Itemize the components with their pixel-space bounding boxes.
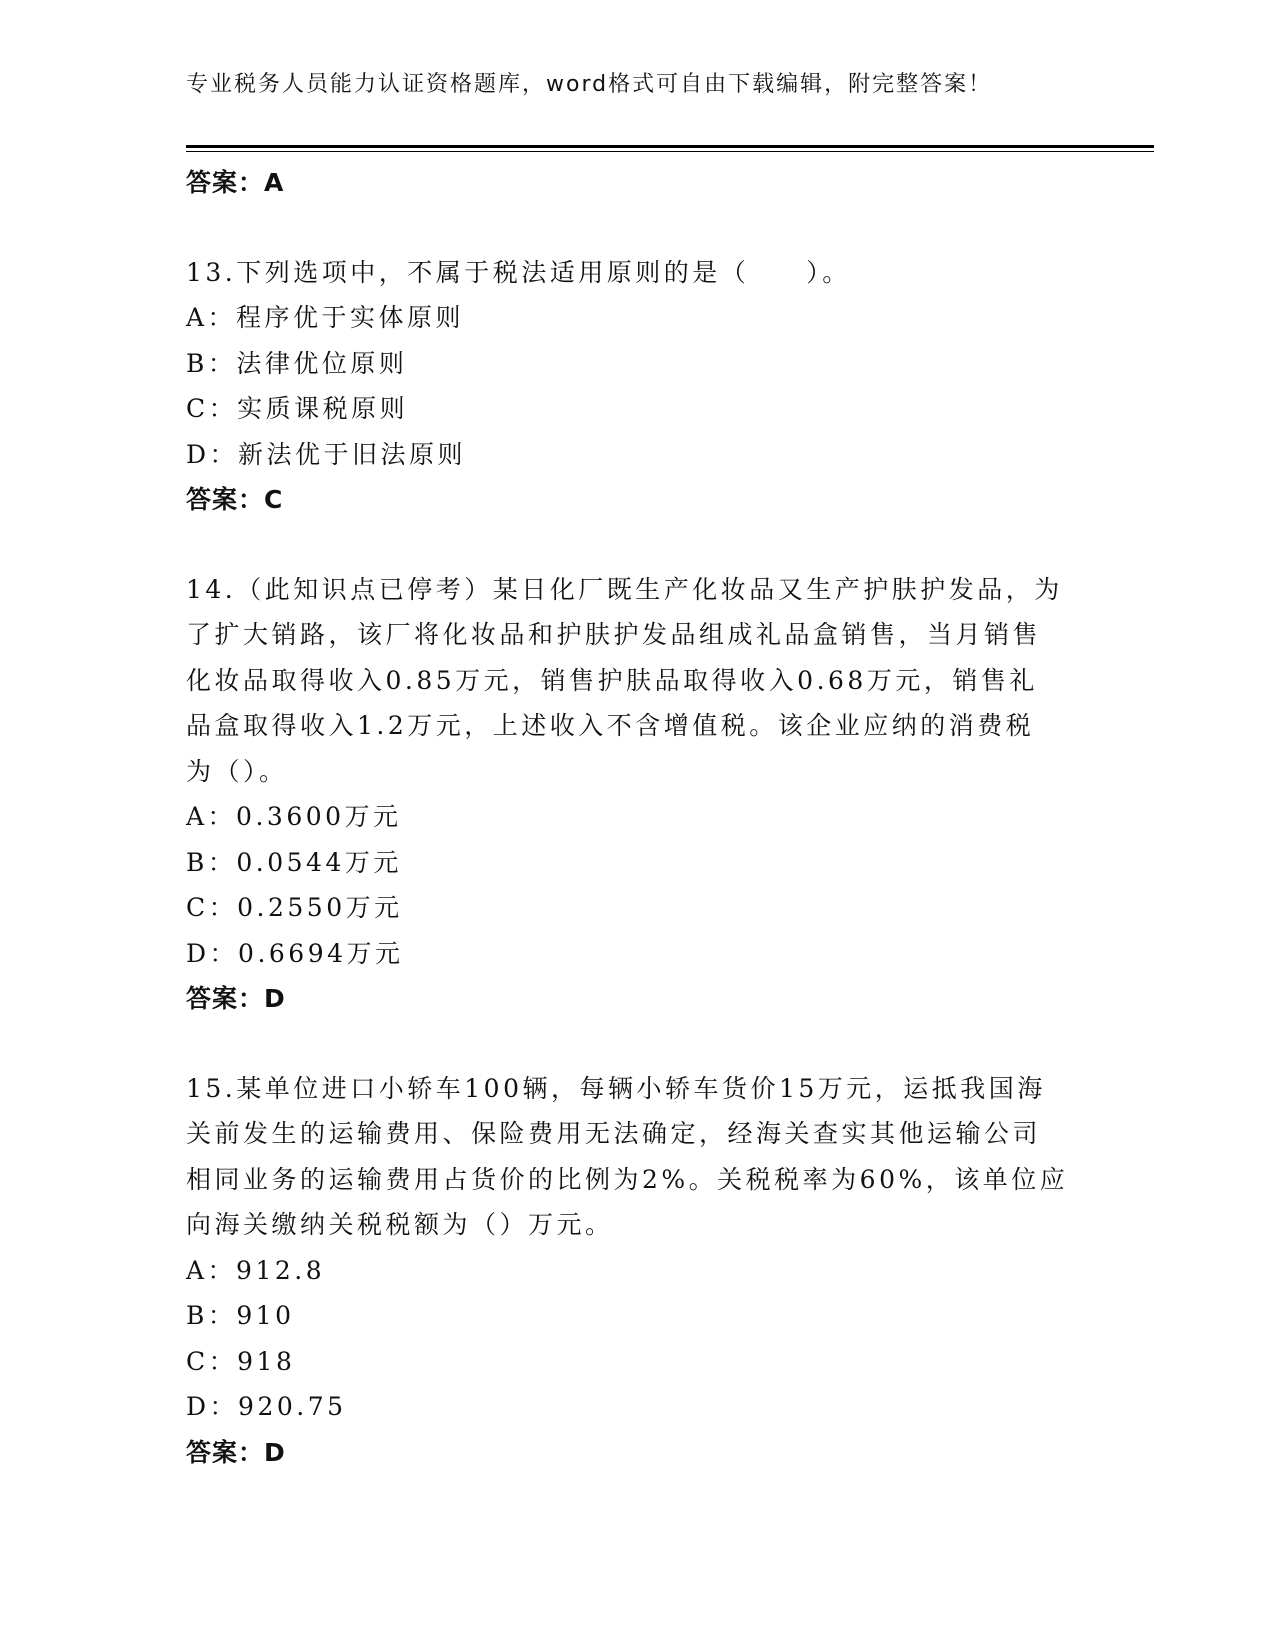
option-a: A：程序优于实体原则 — [186, 303, 465, 332]
answer-line: 答案：D — [186, 984, 286, 1013]
option-c: C：实质课税原则 — [186, 394, 409, 423]
spacer — [186, 523, 1066, 567]
page-header: 专业税务人员能力认证资格题库，word格式可自由下载编辑，附完整答案！ — [186, 72, 993, 97]
option-d: D：920.75 — [186, 1392, 347, 1421]
option-b: B：0.0544万元 — [186, 847, 402, 877]
option-d: D：新法优于旧法原则 — [186, 439, 467, 469]
option-c: C：0.2550万元 — [186, 893, 403, 922]
question-stem: 13.下列选项中，不属于税法适用原则的是（ ）。 — [186, 257, 851, 287]
spacer — [186, 206, 1066, 250]
question-block — [186, 567, 1066, 1022]
question-stem-line: 关前发生的运输费用、保险费用无法确定，经海关查实其他运输公司 — [186, 1119, 1042, 1148]
answer-line: 答案：C — [186, 485, 284, 514]
option-d: D：0.6694万元 — [186, 938, 404, 968]
option-c: C：918 — [186, 1346, 296, 1376]
question-block — [186, 1066, 1069, 1476]
question-stem-line: 相同业务的运输费用占货价的比例为2%。关税税率为60%，该单位应 — [186, 1164, 1069, 1194]
question-block — [186, 250, 1066, 523]
answer-line: 答案：A — [186, 168, 285, 197]
header-rule-thin — [186, 151, 1154, 152]
question-stem-line: 品盒取得收入1.2万元，上述收入不含增值税。该企业应纳的消费税 — [186, 711, 1035, 740]
option-a: A：912.8 — [186, 1255, 326, 1285]
question-content — [186, 160, 1069, 1475]
question-stem-line: 化妆品取得收入0.85万元，销售护肤品取得收入0.68万元，销售礼 — [186, 665, 1038, 695]
option-b: B：910 — [186, 1301, 295, 1330]
question-stem-line: 15.某单位进口小轿车100辆，每辆小轿车货价15万元，运抵我国海 — [186, 1073, 1046, 1103]
question-stem-line: 14.（此知识点已停考）某日化厂既生产化妆品又生产护肤护发品，为 — [186, 574, 1063, 604]
question-stem-line: 为（）。 — [186, 756, 288, 786]
answer-line: 答案：D — [186, 1437, 286, 1467]
header-rule-thick — [186, 145, 1154, 148]
option-a: A：0.3600万元 — [186, 802, 402, 831]
question-stem-line: 向海关缴纳关税税额为（）万元。 — [186, 1210, 614, 1239]
spacer — [186, 1022, 1066, 1066]
option-b: B：法律优位原则 — [186, 348, 408, 378]
question-stem-line: 了扩大销路，该厂将化妆品和护肤护发品组成礼品盒销售，当月销售 — [186, 620, 1042, 649]
